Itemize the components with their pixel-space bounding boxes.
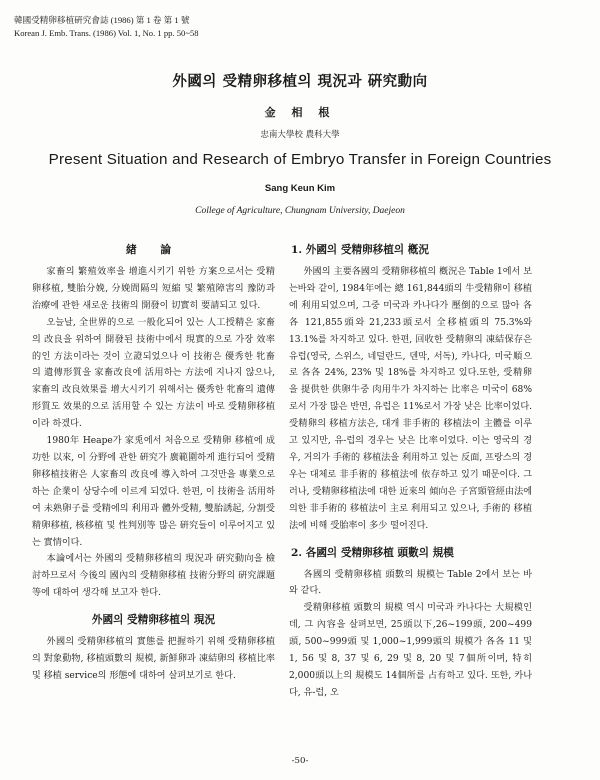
page-number: -50- <box>291 756 309 766</box>
journal-line-english: Korean J. Emb. Trans. (1986) Vol. 1, No. 1 pp. 50~58 <box>14 28 199 38</box>
overview-paragraph: 外國의 主要各國의 受精卵移植의 槪況은 Table 1에서 보는바와 같이, 1984年에는 總 161,844頭의 牛受精卵이 移植에 利用되었으며, 그중 미국과 카나다가 壓倒的으로 많아 各各 121,855頭와 21,233頭로서 全移植頭의 75.3%와 13.1%를 차지하고 있다. 한편, 回收한 受精卵의 凍結保存은 유럽(영국, 스위스, 네덜란드, 덴막, 서독), 카나다, 미국順으로 各各 24%, 23% 및 18%를 차지하고 있다.또한, 受精卵을 提供한 供卵牛중 肉用牛가 차지하는 比率은 미국이 68%로서 가장 많은 반면, 유럽은 11%로서 가장 낮은 比率이었다. 受精卵의 移植方法은, 대개 非手術的 移植法이 主體를 이루고 있지만, 유-럽의 경우는 낮은 比率이었다. 이는 영국의 경우, 거의가 手術的 移植法을 利用하고 있는 反面, 프랑스의 경우는 대체로 非手術的 移植法에 依存하고 있기 때문이다. 그러나, 受精卵移植法에 대한 近來의 傾向은 子宮頸管經由法에 의한 非手術的 移植法이 主로 利用되고 있으나, 手術的 移植法에 비해 受胎率이 多少 떨어진다. <box>289 267 532 531</box>
journal-line-korean: 韓國受精卵移植硏究會誌 (1986) 第 1 卷 第 1 號 <box>14 15 190 25</box>
title-english: Present Situation and Research of Embryo Transfer in Foreign Countries <box>48 151 552 168</box>
affiliation-korean: 忠南大學校 農科大學 <box>260 130 340 140</box>
affiliation-english: College of Agriculture, Chungnam University, Daejeon <box>195 206 405 216</box>
right-column <box>289 240 532 702</box>
foreign-status-heading: 外國의 受精卵移植의 現況 <box>91 614 216 627</box>
scale-heading: 2. 各國의 受精卵移植 頭數의 規模 <box>291 546 454 559</box>
scale-paragraph-1: 各國의 受精卵移植 頭數의 規模는 Table 2에서 보는 바와 같다. <box>289 569 532 597</box>
intro-paragraph-2: 오늘날, 全世界的으로 一般化되어 있는 人工授精은 家畜의 改良을 위하여 開發된 技術中에서 現實的으로 가장 效率的인 方法이라는 것이 立證되었으나 이 技術은 優秀한 牝畜의 遺傳形質을 家畜改良에 活用하는 方法에 지나지 않으나, 家畜의 改良效果를 增大시키기 위해서는 優秀한 牝畜의 遺傳形質도 效果的으로 活用할 수 있는 方法이 바로 受精卵移植이라 하겠다. <box>32 317 275 430</box>
intro-paragraph-3: 1980年 Heape가 家兎에서 처음으로 受精卵 移植에 成功한 以來, 이 分野에 관한 硏究가 廣範圍하게 進行되어 受精卵移植技術은 人家畜의 改良에 導入하여 그것만을 專業으로 하는 企業이 상당수에 이르게 되었다. 한편, 이 技術을 活用하여 未熟卵子를 受精에의 利用과 體外受精, 雙胎誘起, 分割受精卵移植, 核移植 및 性判別等 많은 硏究들이 이루어지고 있는 實情이다. <box>32 436 275 548</box>
author-korean: 金 相 根 <box>264 106 336 119</box>
overview-heading: 1. 外國의 受精卵移植의 槪況 <box>291 244 429 256</box>
foreign-status-paragraph: 外國의 受精卵移植의 實態를 把握하기 위해 受精卵移植의 對象動物, 移植頭數의 規模, 新鮮卵과 凍結卵의 移植比率 및 移植 service의 形態에 대하여 살펴보기로 한다. <box>32 637 275 681</box>
intro-paragraph-4: 本論에서는 外國의 受精卵移植의 現況과 硏究動向을 檢討하므로서 今後의 國內의 受精卵移植 技術分野의 硏究課題等에 대하여 생각해 보고자 한다. <box>32 554 275 599</box>
scale-paragraph-2: 受精卵移植 頭數의 規模 역시 미국과 카나다는 大規模인데, 그 內容을 살펴보면, 25頭以下,26~199頭, 200~499頭, 500~999頭 및 1,000~1,999頭의 規模가 各各 11 및 1, 56 및 8, 37 및 6, 29 및 8, 20 및 7個所이며, 特히 2,000頭以上의 規模도 14個所를 占有하고 있다. 또한, 카나다, 유-럽, 오 <box>289 603 532 698</box>
journal-reference <box>14 14 199 40</box>
author-english: Sang Keun Kim <box>264 183 336 194</box>
introduction-heading: 緖 論 <box>126 244 181 256</box>
intro-paragraph-1: 家畜의 繁殖效率을 增進시키기 위한 方案으로서는 受精卵移植, 雙胎分娩, 分娩間隔의 短縮 및 繁殖障害의 豫防과 治療에 관한 새로운 技術의 開發이 切實히 要請되고 있다. <box>32 267 275 311</box>
title-korean: 外國의 受精卵移植의 現況과 硏究動向 <box>172 73 428 90</box>
left-column <box>32 240 275 685</box>
